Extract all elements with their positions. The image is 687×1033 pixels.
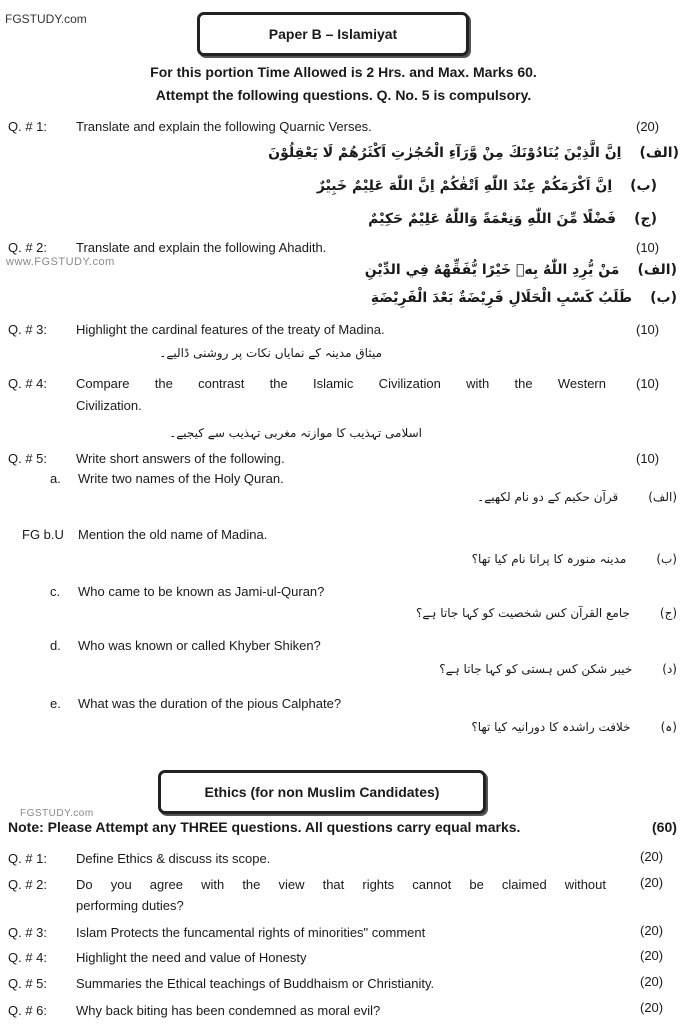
question-text: Highlight the need and value of Honesty [76,950,307,965]
part-text: Write two names of the Holy Quran. [78,471,284,486]
question-number: Q. # 5: [8,976,48,991]
ethics-title: Ethics (for non Muslim Candidates) [204,784,440,800]
question-number: Q. # 4: [8,950,48,965]
urdu-text: خلافت راشدہ کا دورانیہ کیا تھا؟ [471,720,631,734]
question-number: Q. # 1: [8,119,48,134]
ethics-note: Note: Please Attempt any THREE questions. All questions carry equal marks. [8,819,521,835]
verse [317,178,657,194]
question-number: Q. # 1: [8,851,48,866]
part-text: Who was known or called Khyber Shiken? [78,638,321,653]
question-number: Q. # 3: [8,925,48,940]
hadith [365,262,677,278]
question-number: Q. # 4: [8,376,48,391]
hadith-text: طَلَبُ كَسْبِ الْحَلَالِ فَرِيْضَةٌ بَعْدَ الْفَرِيْضَةِ [370,290,633,306]
watermark: FGSTUDY.com [20,808,94,819]
part-letter: d. [50,638,61,653]
ethics-total-marks: (60) [652,819,677,835]
instruction-line: Attempt the following questions. Q. No. 5 is compulsory. [155,87,532,103]
watermark: www.FGSTUDY.com [6,256,115,268]
urdu-text: جامع القرآن کس شخصیت کو کہا جاتا ہے؟ [416,606,630,620]
urdu-translation [159,346,382,360]
question-marks: (20) [640,849,664,864]
verse-label: (ب) [630,178,657,194]
question-text: Define Ethics & discuss its scope. [76,851,271,866]
question-text: Do you agree with the view that rights cannot be claimed without [76,877,606,892]
question-marks: (10) [636,451,660,466]
verse [268,145,679,161]
part-letter: FG b.U [22,527,64,542]
verse-label: (ج) [634,211,657,227]
question-marks: (20) [636,119,660,134]
verse [368,211,657,227]
question-marks: (20) [640,875,664,890]
part-letter: a. [50,471,61,486]
part-letter: c. [50,584,61,599]
question-marks: (10) [636,376,660,391]
paper-title-box [197,12,469,56]
instruction-line: For this portion Time Allowed is 2 Hrs. and Max. Marks 60. [150,64,537,80]
part-text: What was the duration of the pious Calphate? [78,696,342,711]
question-number: Q. # 2: [8,877,48,892]
question-number: Q. # 5: [8,451,48,466]
part-text: Mention the old name of Madina. [78,527,268,542]
question-number: Q. # 3: [8,322,48,337]
hadith-label: (الف) [637,262,677,278]
urdu-label: (د) [662,662,677,676]
question-text-continued: performing duties? [76,898,184,913]
hadith-label: (ب) [650,290,677,306]
urdu-text: قرآن حکیم کے دو نام لکھیے۔ [477,490,619,504]
question-text: Why back biting has been condemned as moral evil? [76,1003,381,1018]
question-text: Write short answers of the following. [76,451,285,466]
question-text: Translate and explain the following Quarnic Verses. [76,119,372,134]
urdu-label: (الف) [648,490,677,504]
hadith-text: مَنْ يُّرِدِ اللّٰهُ بِهٖ خَيْرًا يُّفَقِّهْهُ فِي الدِّيْنِ [364,262,620,278]
question-marks: (10) [636,240,660,255]
urdu-text: مدینہ منورہ کا پرانا نام کیا تھا؟ [471,552,627,566]
urdu-part [416,606,677,620]
urdu-part [477,490,677,504]
question-text: Summaries the Ethical teachings of Buddhaism or Christianity. [76,976,435,991]
urdu-text: خیبر شکن کس ہستی کو کہا جاتا ہے؟ [439,662,633,676]
verse-text: اِنَّ الَّذِيْنَ يُنَادُوْنَكَ مِنْ وَّرَآءِ الْحُجُرٰتِ اَكْثَرُهُمْ لَا يَعْقِلُوْنَ [268,145,622,161]
part-text: Who came to be known as Jami-ul-Quran? [78,584,325,599]
urdu-part [439,662,677,676]
urdu-label: (ہ) [660,720,677,734]
urdu-translation [169,426,422,440]
verse-text: اِنَّ اَكْرَمَكُمْ عِنْدَ اللّٰهِ اَتْقٰكُمْ اِنَّ اللّٰهَ عَلِيْمٌ خَبِيْرٌ [316,178,613,194]
question-marks: (20) [640,974,664,989]
ethics-title-box [158,770,486,814]
urdu-text: میثاق مدینہ کے نمایاں نکات پر روشنی ڈالیے۔ [159,346,382,360]
urdu-part [472,552,677,566]
question-text: Islam Protects the funcamental rights of minorities" comment [76,925,426,940]
urdu-text: اسلامی تہذیب کا موازنہ مغربی تہذیب سے کیجیے۔ [169,426,422,440]
question-marks: (20) [640,923,664,938]
urdu-part [471,720,677,734]
paper-title: Paper B – Islamiyat [268,26,398,42]
question-text-continued: Civilization. [76,398,142,413]
question-number: Q. # 2: [8,240,48,255]
question-number: Q. # 6: [8,1003,48,1018]
question-text: Compare the contrast the Islamic Civilization with the Western [76,376,606,391]
urdu-label: (ب) [656,552,677,566]
question-text: Translate and explain the following Ahadith. [76,240,327,255]
question-text: Highlight the cardinal features of the treaty of Madina. [76,322,385,337]
verse-label: (الف) [639,145,679,161]
part-letter: e. [50,696,61,711]
question-marks: (20) [640,948,664,963]
question-marks: (20) [640,1000,664,1015]
urdu-label: (ج) [659,606,677,620]
verse-text: فَضْلًا مِّنَ اللّٰهِ وَنِعْمَةً وَاللّٰهُ عَلِيْمٌ حَكِيْمٌ [368,211,617,227]
hadith [371,290,677,306]
watermark: FGSTUDY.com [5,12,87,26]
question-marks: (10) [636,322,660,337]
